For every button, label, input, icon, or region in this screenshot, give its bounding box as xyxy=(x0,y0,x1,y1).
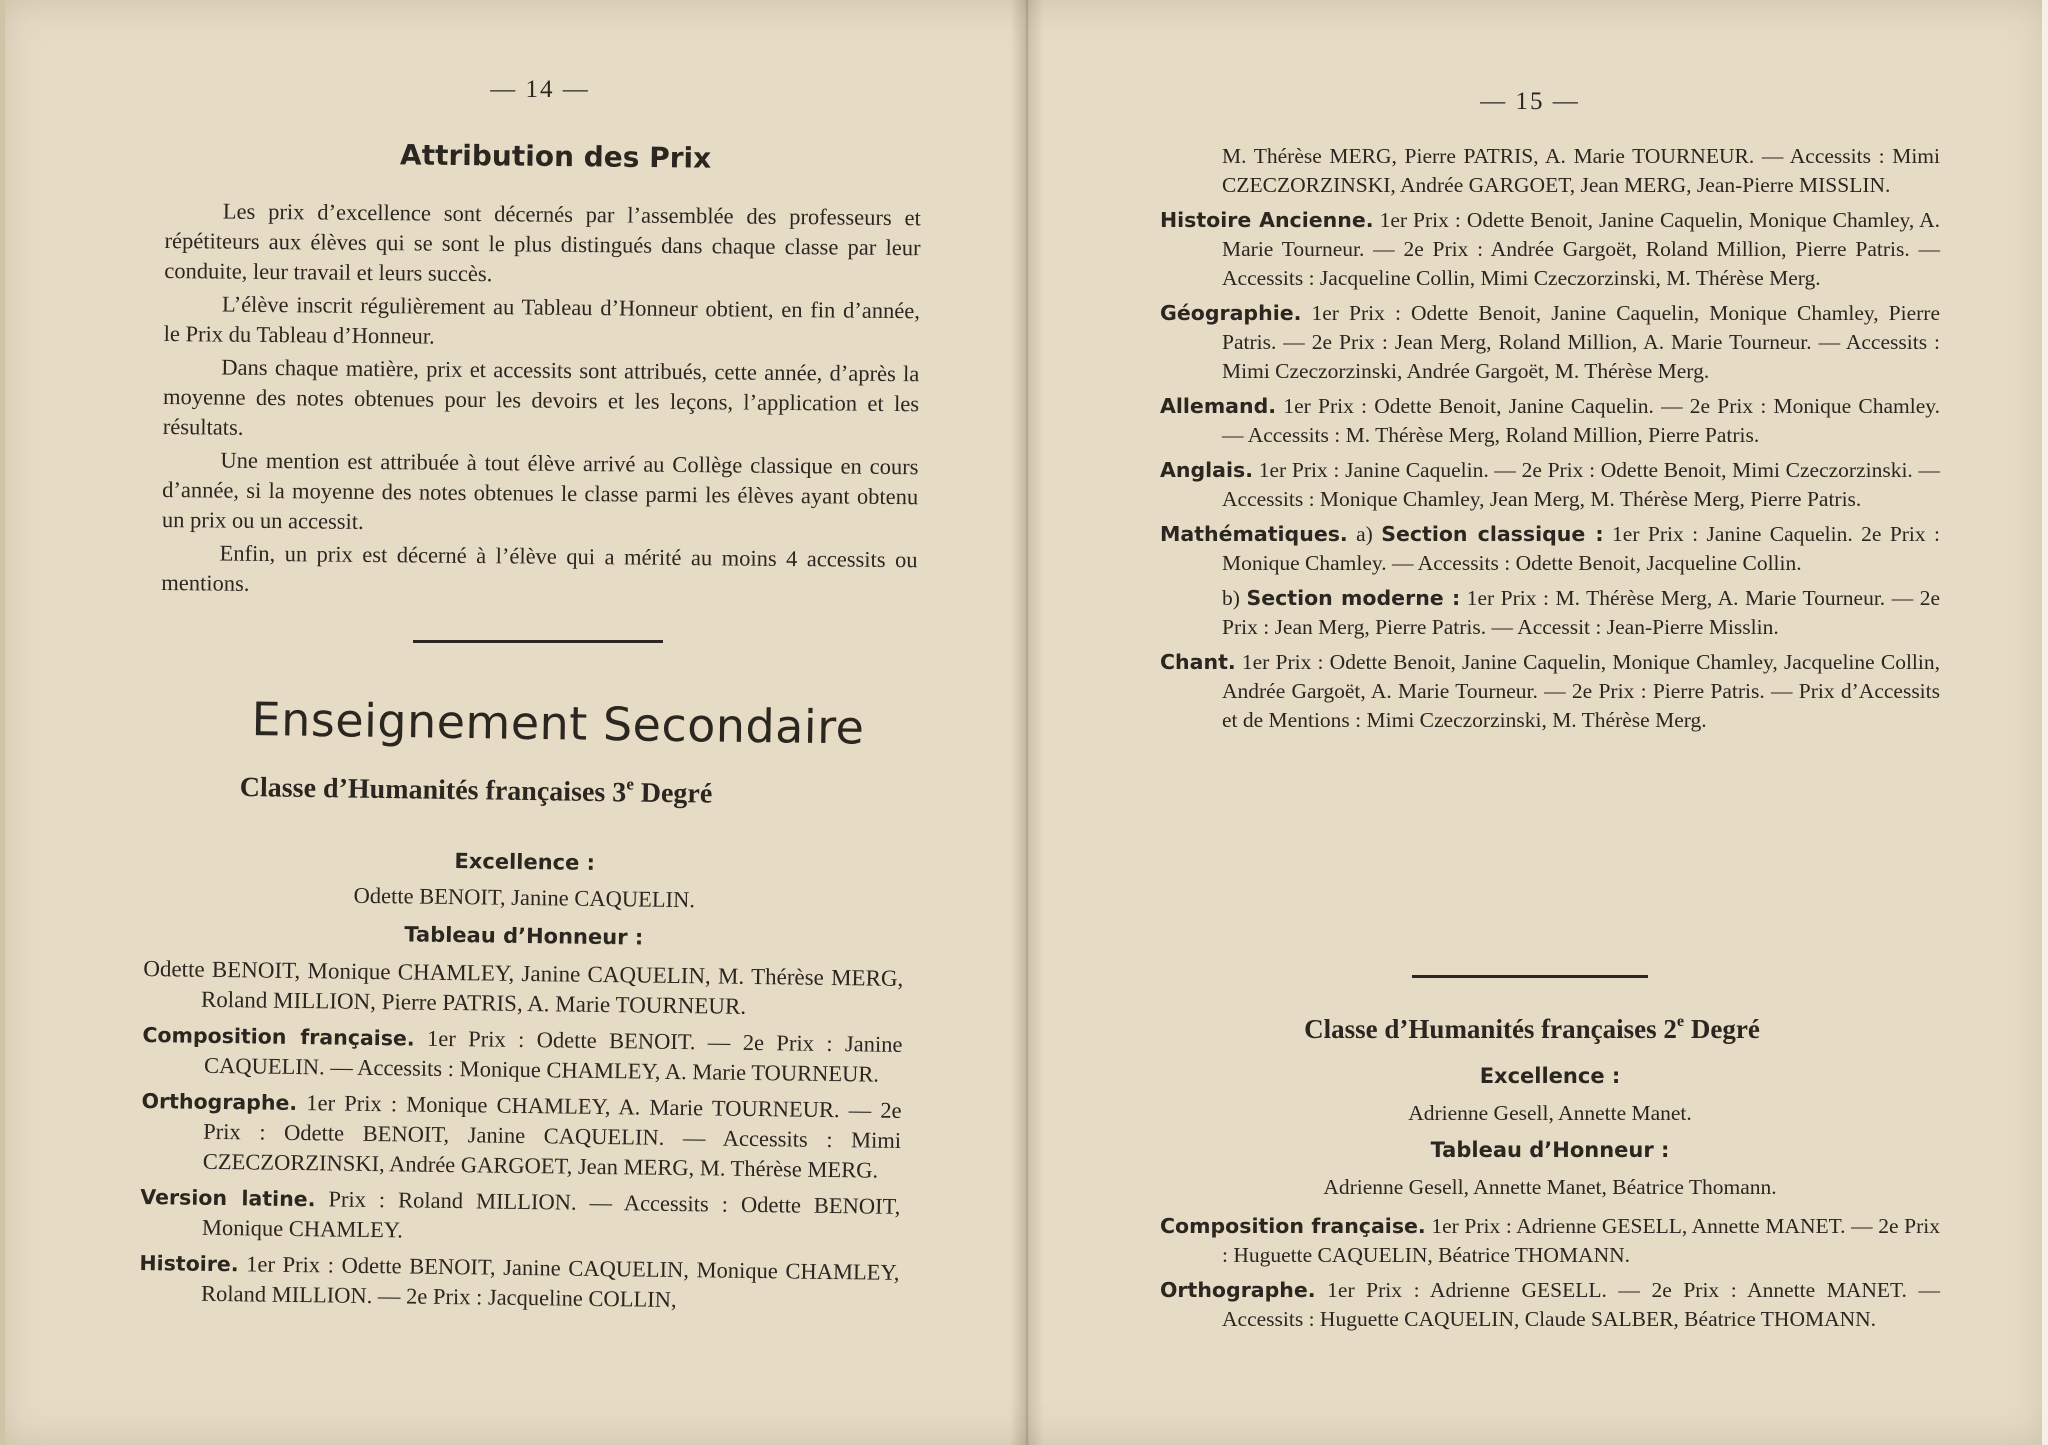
math-a-text: 1er Prix : Janine Caquelin. 2e Prix : Monique Chamley. — Accessits : Odette Benoit, Jacqueline Collin. xyxy=(1222,522,1941,575)
section-heading: Attribution des Prix xyxy=(399,138,712,175)
subject-text: 1er Prix : Odette Benoit, Janine Caquelin, Monique Chamley, Jacqueline Collin, Andrée Gargoët, A. Marie Tourneur. — 2e Prix : Pierre Patris. — Prix d’Accessits et de Mentions : Mimi Czeczorzinski, M. Thérèse Merg. xyxy=(1222,650,1940,732)
excellence-names: Adrienne Gesell, Annette Manet. xyxy=(1408,1101,1692,1125)
section-title: Enseignement Secondaire xyxy=(251,692,865,755)
subject-label: Version latine. xyxy=(140,1184,316,1212)
honneur-names: Adrienne Gesell, Annette Manet, Béatrice Thomann. xyxy=(1323,1175,1777,1199)
paragraph: L’élève inscrit régulièrement au Tableau d’Honneur obtient, en fin d’année, le Prix du Tableau d’Honneur. xyxy=(163,291,921,349)
subject-text: Prix : Roland MILLION. — Accessits : Odette BENOIT, Monique CHAMLEY. xyxy=(201,1186,901,1243)
prize-entry-math-b xyxy=(1160,584,1940,642)
prize-entry xyxy=(1160,206,1940,293)
math-b-prefix: b) xyxy=(1222,586,1240,610)
excellence-label: Excellence : xyxy=(454,849,596,875)
subject-label: Chant. xyxy=(1160,650,1236,674)
honneur-label: Tableau d’Honneur : xyxy=(404,922,644,950)
prize-entry xyxy=(1160,456,1940,514)
divider-rule xyxy=(1412,975,1648,978)
prize-entry xyxy=(1160,1276,1940,1334)
subject-text: 1er Prix : Odette Benoit, Janine Caquelin, Monique Chamley, A. Marie Tourneur. — 2e Prix : Andrée Gargoët, Roland Million, Pierre Patris. — Accessits : Jacqueline Collin, Mimi Czeczorzinski, M. Thérèse Merg. xyxy=(1222,208,1940,290)
math-a-label: Section classique : xyxy=(1381,522,1604,546)
subject-label: Orthographe. xyxy=(1160,1278,1316,1302)
subject-text: 1er Prix : Odette BENOIT, Janine CAQUELIN, Monique CHAMLEY, Roland MILLION. — 2e Prix : Jacqueline COLLIN, xyxy=(200,1251,900,1312)
paragraph: Les prix d’excellence sont décernés par l’assemblée des professeurs et répétiteurs aux élèves qui se sont le plus distingués dans chaque classe par leur conduite, leur travail et leurs succès. xyxy=(164,198,921,287)
subject-text: 1er Prix : Odette Benoit, Janine Caquelin. — 2e Prix : Monique Chamley. — Accessits : M. Thérèse Merg, Roland Million, Pierre Patris. xyxy=(1222,394,1941,447)
subject-label: Orthographe. xyxy=(141,1088,298,1116)
prize-entry xyxy=(1160,392,1940,450)
subject-label: Mathématiques. xyxy=(1160,522,1348,546)
page-number: — 15 — xyxy=(1480,88,1580,115)
rules-text xyxy=(161,196,921,608)
subject-text: 1er Prix : Adrienne GESELL, Annette MANET. — 2e Prix : Huguette CAQUELIN, Béatrice THOMANN. xyxy=(1222,1214,1940,1267)
class-2-block xyxy=(1160,1062,1940,1340)
prize-entry-math xyxy=(1160,520,1940,578)
subject-text: 1er Prix : Odette Benoit, Janine Caquelin, Monique Chamley, Pierre Patris. — 2e Prix : Jean Merg, Roland Million, A. Marie Tourneur. — Accessits : Mimi Czeczorzinski, Andrée Gargoët, M. Thérèse Merg. xyxy=(1222,301,1941,383)
excellence-label: Excellence : xyxy=(1479,1064,1621,1088)
subject-label: Histoire Ancienne. xyxy=(1160,208,1374,232)
paragraph: Une mention est attribuée à tout élève arrivé au Collège classique en cours d’année, si la moyenne des notes obtenues le classe parmi les élèves ayant obtenu un prix ou un accessit. xyxy=(161,447,919,534)
class-title xyxy=(240,772,713,811)
honneur-names: Odette BENOIT, Monique CHAMLEY, Janine CAQUELIN, M. Thérèse MERG, Roland MILLION, Pierre PATRIS, A. Marie TOURNEUR. xyxy=(143,955,904,1019)
class-3-block xyxy=(139,842,905,1324)
class-title xyxy=(1242,1014,1822,1045)
page-number: — 14 — xyxy=(490,76,590,103)
paragraph: Enfin, un prix est décerné à l’élève qui a mérité au moins 4 accessits ou mentions. xyxy=(161,540,918,596)
class-title-main: Classe d’Humanités françaises 2e Degré xyxy=(1304,1012,1760,1044)
honneur-label: Tableau d’Honneur : xyxy=(1430,1138,1670,1162)
math-b-text: 1er Prix : M. Thérèse Merg, A. Marie Tourneur. — 2e Prix : Jean Merg, Pierre Patris. — Accessit : Jean-Pierre Misslin. xyxy=(1222,586,1941,639)
continuation-text: M. Thérèse MERG, Pierre PATRIS, A. Marie TOURNEUR. — Accessits : Mimi CZECZORZINSKI, Andrée GARGOET, Jean MERG, Jean-Pierre MISSLIN. xyxy=(1222,144,1940,197)
prize-entry xyxy=(141,1086,902,1186)
subject-label: Composition française. xyxy=(1160,1214,1426,1238)
prize-entry xyxy=(1160,299,1940,386)
paragraph: Dans chaque matière, prix et accessits sont attribués, cette année, d’après la moyenne des notes obtenues pour les devoirs et les leçons, l’application et les résultats. xyxy=(162,354,920,440)
prize-entry xyxy=(140,1182,901,1252)
prize-entry xyxy=(1160,648,1940,735)
prize-entry xyxy=(139,1248,900,1318)
subject-text: 1er Prix : Monique CHAMLEY, A. Marie TOURNEUR. — 2e Prix : Odette BENOIT, Janine CAQUELIN. — Accessits : Mimi CZECZORZINSKI, Andrée GARGOET, Jean MERG, M. Thérèse MERG. xyxy=(202,1090,902,1183)
subject-label: Géographie. xyxy=(1160,301,1302,325)
math-a-prefix: a) xyxy=(1356,522,1373,546)
divider-rule xyxy=(413,640,663,643)
prize-entry xyxy=(142,1020,903,1090)
subject-label: Allemand. xyxy=(1160,394,1277,418)
excellence-names: Odette BENOIT, Janine CAQUELIN. xyxy=(353,882,696,913)
subject-label: Histoire. xyxy=(139,1250,239,1277)
math-b-label: Section moderne : xyxy=(1246,586,1461,610)
prize-entry xyxy=(1160,1212,1940,1270)
subject-label: Composition française. xyxy=(142,1022,415,1051)
results-text xyxy=(1160,142,1940,741)
subject-text: 1er Prix : Adrienne GESELL. — 2e Prix : Annette MANET. — Accessits : Huguette CAQUELIN, Claude SALBER, Béatrice THOMANN. xyxy=(1222,1278,1940,1331)
right-page xyxy=(1026,0,2048,1445)
subject-text: 1er Prix : Odette BENOIT. — 2e Prix : Janine CAQUELIN. — Accessits : Monique CHAMLEY, A. Marie TOURNEUR. xyxy=(203,1025,903,1087)
subject-text: 1er Prix : Janine Caquelin. — 2e Prix : Odette Benoit, Mimi Czeczorzinski. — Accessits : Monique Chamley, Jean Merg, M. Thérèse Merg, Pierre Patris. xyxy=(1222,458,1941,511)
subject-label: Anglais. xyxy=(1160,458,1254,482)
class-title-main: Classe d’Humanités françaises 3e Degré xyxy=(239,772,713,810)
